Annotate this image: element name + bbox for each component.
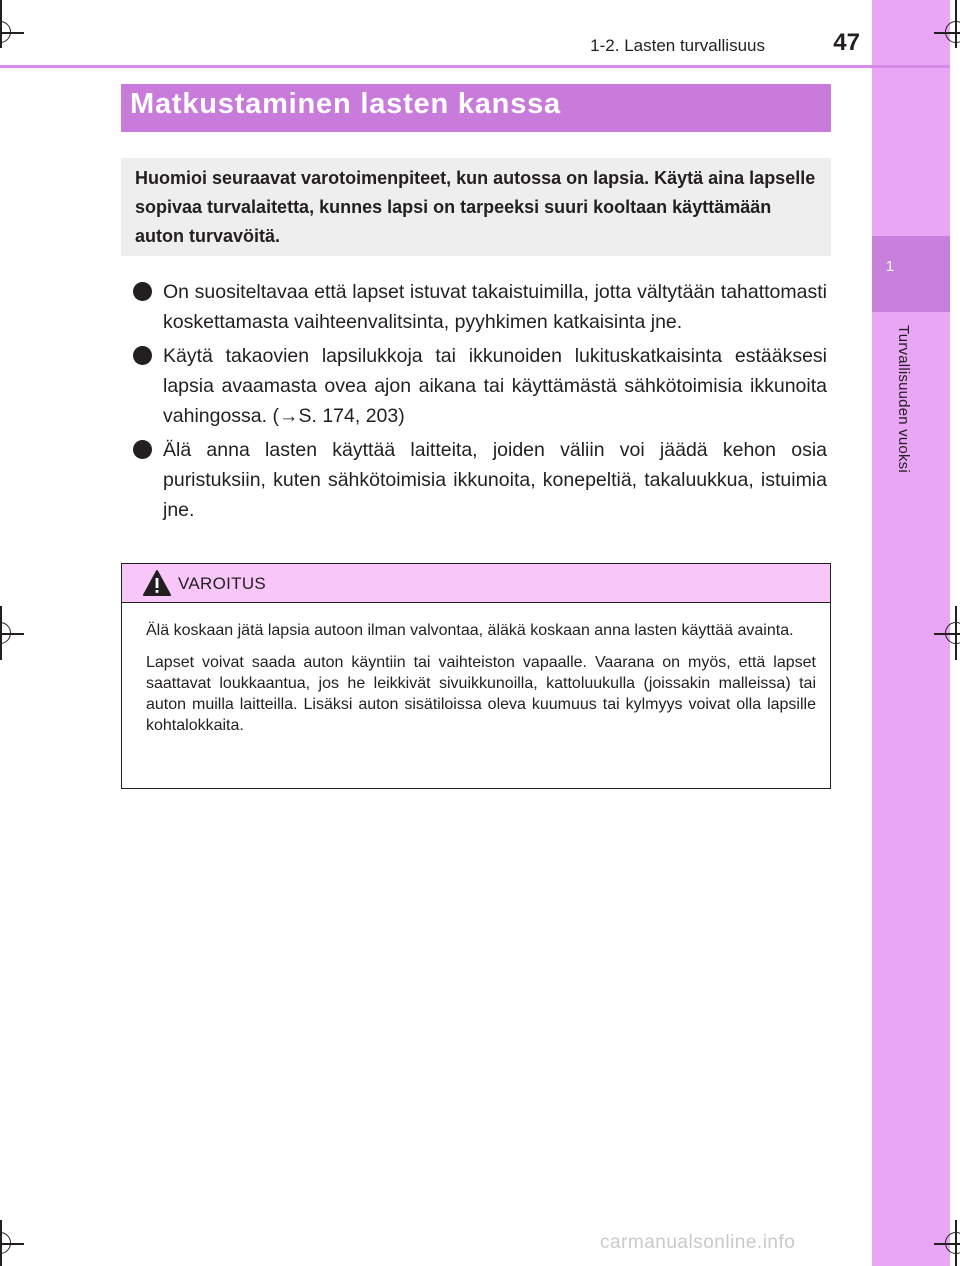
intro-text: Huomioi seuraavat varotoimenpiteet, kun autossa on lapsia. Käytä aina lapselle sopivaa turvalaitetta, kunnes lapsi on tarpeeksi suuri kooltaan käyttämään auton turvavöitä. bbox=[135, 168, 816, 246]
warning-box bbox=[121, 563, 831, 789]
warning-header bbox=[122, 564, 830, 603]
bullet-list bbox=[133, 277, 827, 529]
watermark: carmanualsonline.info bbox=[600, 1232, 796, 1253]
section-title: Matkustaminen lasten kanssa bbox=[130, 88, 561, 120]
warning-triangle-icon bbox=[142, 569, 172, 597]
header-section-title: 1-2. Lasten turvallisuus bbox=[590, 36, 765, 55]
bullet-item bbox=[133, 277, 827, 337]
warning-paragraph: Lapset voivat saada auton käyntiin tai vaihteiston vapaalle. Vaarana on myös, että lapset saattavat loukkaantua, jos he leikkivät sivuikkunoilla, kattoluukulla (joissakin malleissa) tai auton muilla laitteilla. Lisäksi auton sisätiloissa oleva kuumuus tai kylmyys voivat olla lapsille kohtalokkaita. bbox=[146, 654, 816, 734]
header-rule bbox=[0, 65, 950, 68]
chapter-number: 1 bbox=[885, 258, 895, 275]
warning-paragraph: Älä koskaan jätä lapsia autoon ilman valvontaa, äläkä koskaan anna lasten käyttää avainta. bbox=[146, 622, 794, 639]
bullet-text: On suositeltavaa että lapset istuvat takaistuimilla, jotta vältytään tahattomasti koskettamasta vaihteenvalitsinta, pyyhkimen katkaisinta jne. bbox=[163, 281, 827, 333]
bullet-icon bbox=[133, 440, 152, 459]
page-number: 47 bbox=[833, 29, 860, 56]
bullet-icon bbox=[133, 282, 152, 301]
warning-label: VAROITUS bbox=[178, 574, 267, 593]
warning-body bbox=[146, 620, 816, 747]
bullet-text: Käytä takaovien lapsilukkoja tai ikkunoiden lukituskatkaisinta estääksesi lapsia avaamasta ovea ajon aikana tai käyttämästä sähkötoimisia ikkunoita vahingossa. (→S. 174, 203) bbox=[163, 345, 827, 427]
bullet-text: Älä anna lasten käyttää laitteita, joiden väliin voi jäädä kehon osia puristuksiin, kuten sähkötoimisia ikkunoita, konepeltiä, takaluukkua, istuimia jne. bbox=[163, 439, 827, 521]
bullet-icon bbox=[133, 346, 152, 365]
chapter-label: Turvallisuuden vuoksi bbox=[895, 325, 912, 473]
bullet-item bbox=[133, 341, 827, 431]
bullet-item bbox=[133, 435, 827, 525]
